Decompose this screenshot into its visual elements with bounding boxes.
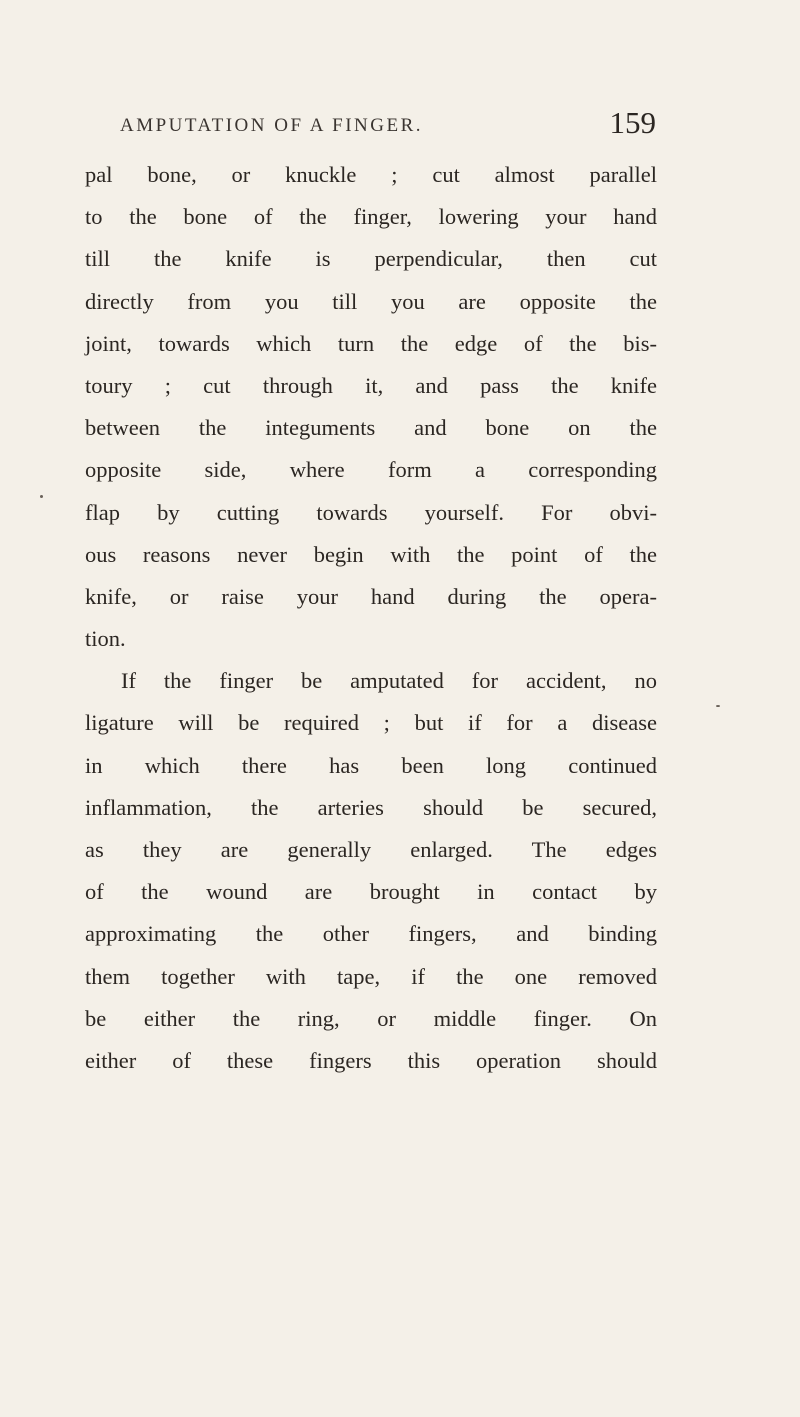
text-line: as they are generally enlarged. The edges	[85, 837, 657, 862]
paragraph-2	[85, 660, 657, 1082]
page-number: 159	[609, 105, 656, 140]
text-line: between the integuments and bone on the	[85, 415, 657, 441]
text-line: till the knife is perpendicular, then cut	[85, 246, 657, 272]
running-head-title: AMPUTATION OF A FINGER.	[120, 115, 424, 136]
text-line: either of these fingers this operation should	[85, 1047, 657, 1073]
text-line: ligature will be required ; but if for a disease	[85, 710, 657, 736]
text-line: be either the ring, or middle finger. On	[85, 1005, 657, 1031]
text-line: directly from you till you are opposite the	[85, 288, 657, 314]
text-line: to the bone of the finger, lowering your hand	[85, 204, 657, 230]
text-line: pal bone, or knuckle ; cut almost parallel	[85, 162, 657, 187]
text-line: toury ; cut through it, and pass the knife	[85, 372, 657, 398]
text-line: inflammation, the arteries should be secured,	[85, 794, 657, 820]
ink-speck	[40, 495, 43, 498]
running-head	[120, 105, 656, 145]
ink-speck	[716, 705, 720, 707]
text-line: approximating the other fingers, and binding	[85, 921, 657, 947]
text-line: ous reasons never begin with the point of the	[85, 541, 657, 567]
text-line: knife, or raise your hand during the opera-	[85, 583, 657, 609]
paragraph-1	[85, 154, 657, 660]
text-line: joint, towards which turn the edge of the bis-	[85, 330, 657, 356]
text-line: opposite side, where form a corresponding	[85, 457, 657, 483]
text-line: tion.	[85, 626, 126, 652]
body-text	[85, 154, 657, 1082]
text-line: of the wound are brought in contact by	[85, 879, 657, 905]
text-line: If the finger be amputated for accident, no	[121, 668, 657, 694]
text-line: in which there has been long continued	[85, 752, 657, 778]
text-line: them together with tape, if the one removed	[85, 963, 657, 989]
text-line: flap by cutting towards yourself. For obvi-	[85, 499, 657, 525]
